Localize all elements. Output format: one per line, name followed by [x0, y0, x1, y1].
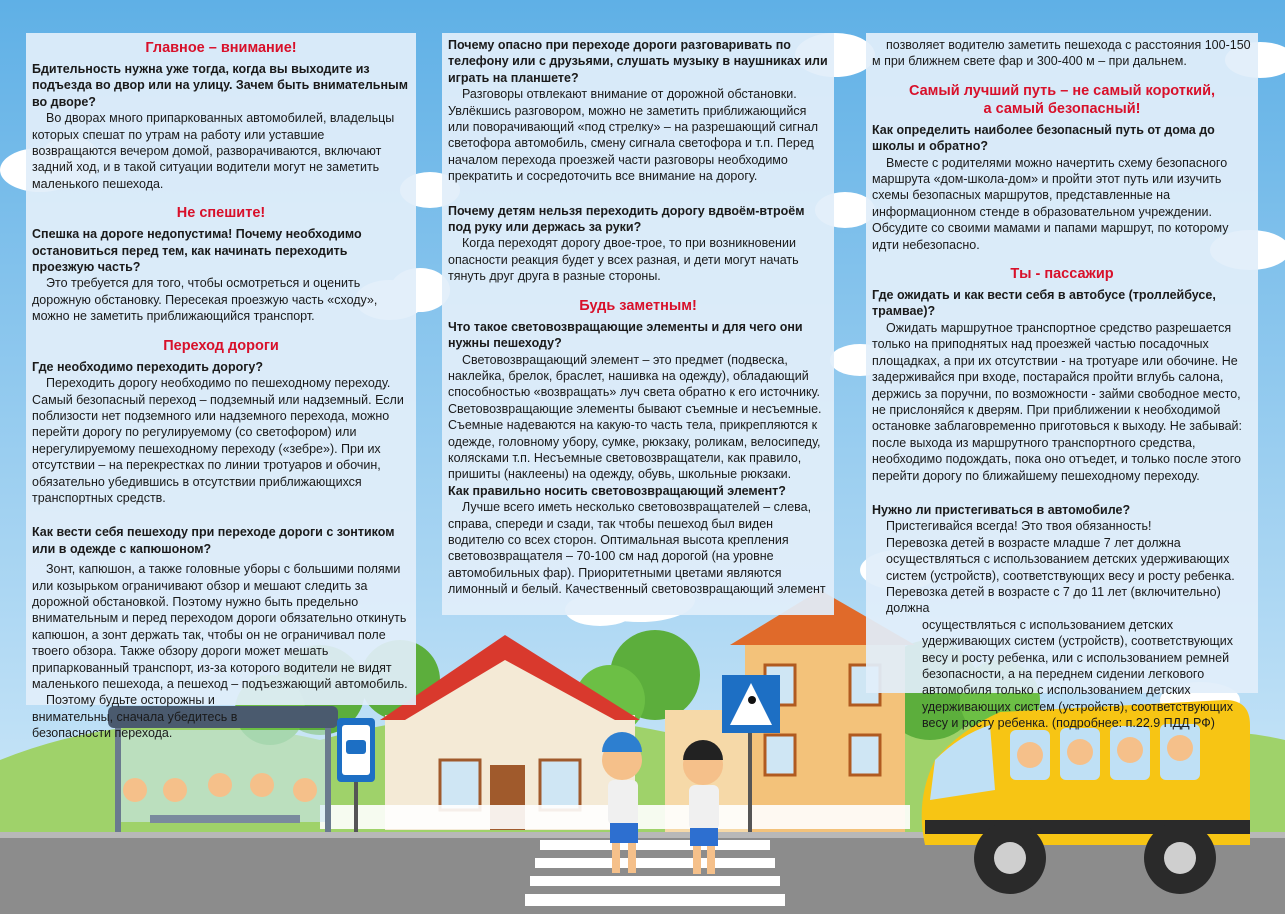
- question: Почему детям нельзя переходить дорогу вдвоём-втроём под руку или держась за руки?: [448, 203, 805, 235]
- answer: Зонт, капюшон, а также головные уборы с большими полями или козырьком ограничивают обзор и мешают следить за дорожной обстановкой. Поэтому нужно быть предельно внимательным и перед переходом дороги обязательно откинуть капюшон, а зонт держать так, чтобы он не ограничивал поле твоего обзора. Также обзору дороги может мешать припаркованный транспорт, из-за которого водители не видят маленького пешехода, а пешеход – подъезжающий автомобиль.: [32, 562, 408, 691]
- section-title-line-2: а самый безопасный!: [983, 100, 1141, 117]
- answer: Лучше всего иметь несколько световозвращателей – слева, справа, спереди и сзади, так чтобы пешеход был виден водителю со всех сторон. Оптимальная высота крепления световозвращателя – 70-100 см над дорогой (на уровне автомобильных фар). Приоритетными цветами являются лимонный и белый. Качественный световозвращающий элемент: [448, 500, 826, 597]
- question: Как правильно носить световозвращающий элемент?: [448, 483, 786, 498]
- answer: Перевозка детей в возрасте младше 7 лет должна осуществляться с использованием детских удерживающих систем (устройств), соответствующих весу и росту ребенка.: [886, 535, 1235, 583]
- question: Спешка на дороге недопустима! Почему необходимо остановиться перед тем, как начинать переходить проезжую часть?: [32, 227, 362, 275]
- answer: Вместе с родителями можно начертить схему безопасного маршрута «дом-школа-дом» и пройти этот путь или изучить схемы безопасных маршрутов, представленные на информационном стенде в образовательном учреждении. Обсудите со своими мамами и папами маршрут, по которому идти небезопасно.: [872, 155, 1229, 252]
- answer: Когда переходят дорогу двое-трое, то при возникновении опасности реакция будет у всех разная, и дети могут начать тянуть друг друга в разные стороны.: [448, 236, 799, 284]
- answer: Это требуется для того, чтобы осмотреться и оценить дорожную обстановку. Пересекая проезжую часть «сходу», можно не заметить приближающийся транспорт.: [32, 276, 378, 324]
- text-continued: позволяет водителю заметить пешехода с расстояния 100-150 м при ближнем свете фар и 300-400 м – при дальнем.: [872, 38, 1251, 69]
- question: Как определить наиболее безопасный путь от дома до школы и обратно?: [872, 122, 1215, 154]
- question: Где ожидать и как вести себя в автобусе (троллейбусе, трамвае)?: [872, 288, 1216, 319]
- question: Бдительность нужна уже тогда, когда вы выходите из подъезда во двор или на улицу. Зачем быть внимательным во дворе?: [32, 62, 408, 109]
- answer: Пристегивайся всегда! Это твоя обязанность!: [886, 519, 1152, 534]
- answer: Перевозка детей в возрасте с 7 до 11 лет (включительно) должна: [886, 584, 1221, 616]
- column-middle: [442, 33, 834, 615]
- section-title: Будь заметным!: [579, 297, 697, 314]
- answer: Ожидать маршрутное транспортное средство разрешается только на приподнятых над проезжей частью посадочных площадках, а при их отсутствии - на тротуаре или обочине. Не задерживайся при входе, постарайся пройти вглубь салона, держись за поручни, по возможности - займи свободное место, не прислоняйся к дверям. При приближении к необходимой остановке заблаговременно приготовься к выходу. Не забывай: после выхода из маршрутного транспортного средства, необходимо подождать, пока оно отъедет, и только после этого перейти дорогу по ближайшему пешеходному переходу.: [872, 320, 1242, 483]
- question: Нужно ли пристегиваться в автомобиле?: [872, 502, 1131, 517]
- answer: Во дворах много припаркованных автомобилей, владельцы которых спешат по утрам на работу или уставшие возвращаются вечером домой, разворачиваются, включают задний ход, и в такой ситуации водители могут не заметить маленького пешехода.: [32, 111, 395, 191]
- answer-continued: Поэтому будьте осторожны и внимательны, сначала убедитесь в безопасности перехода.: [32, 693, 238, 741]
- column-left: [26, 33, 416, 741]
- question: Что такое световозвращающие элементы и для чего они нужны пешеходу?: [448, 319, 803, 351]
- section-title: Главное – внимание!: [145, 40, 297, 56]
- answer-continued: осуществляться с использованием детских удерживающих систем (устройств), соответствующих весу и росту ребенка, или с использованием ремней безопасности, а на переднем сидении легкового автомобиля только с использованием детских удерживающих систем (устройств), соответствующих весу и росту ребенка. (подробнее: п.22.9 ПДД РФ): [922, 617, 1233, 731]
- section-title: Самый лучший путь – не самый короткий,: [908, 82, 1216, 99]
- question: Где необходимо переходить дорогу?: [32, 359, 264, 374]
- section-title: Переход дороги: [163, 337, 279, 354]
- section-title: Не спешите!: [176, 205, 266, 222]
- answer: Световозвращающий элемент – это предмет (подвеска, наклейка, брелок, браслет, нашивка на одежду), обладающий способностью «возвращать» луч света обратно к его источнику. Световозвращающие элементы бывают съемные и несъемные. Съемные надеваются на какую-то часть тела, прикрепляются к одежде, головному убору, сумке, рюкзаку, роликам, велосипеду, колясками т.п. Несъемные световозвращатели, как правило, пришиты (наклеены) на одежду, обувь, школьные рюкзаки.: [448, 352, 822, 482]
- answer: Переходить дорогу необходимо по пешеходному переходу. Самый безопасный переход – подземный или надземный. Если поблизости нет подземного или надземного перехода, можно перейти дорогу по регулируемому (со светофором) или нерегулируемому пешеходному переходу («зебре»). При их отсутствии – на перекрестках по линии тротуаров и обочин, обязательно убедившись в отсутствии приближающихся транспортных средств.: [32, 376, 404, 505]
- question: Как вести себя пешеходу при переходе дороги с зонтиком или в одежде с капюшоном?: [32, 525, 395, 556]
- question: Почему опасно при переходе дороги разговаривать по телефону или с друзьями, слушать музыку в наушниках или играть на планшете?: [448, 38, 828, 85]
- answer: Разговоры отвлекают внимание от дорожной обстановки. Увлёкшись разговором, можно не заметить приближающийся или поворачивающий «под стрелку» – на разрешающий сигнал светофора автомобиль, смену сигнала светофора и т.п. Перед началом перехода проезжей части разговоры необходимо прекратить и сосредоточить все внимание на дорогу.: [448, 87, 819, 184]
- section-title: Ты - пассажир: [1010, 266, 1114, 283]
- column-right: [866, 33, 1258, 731]
